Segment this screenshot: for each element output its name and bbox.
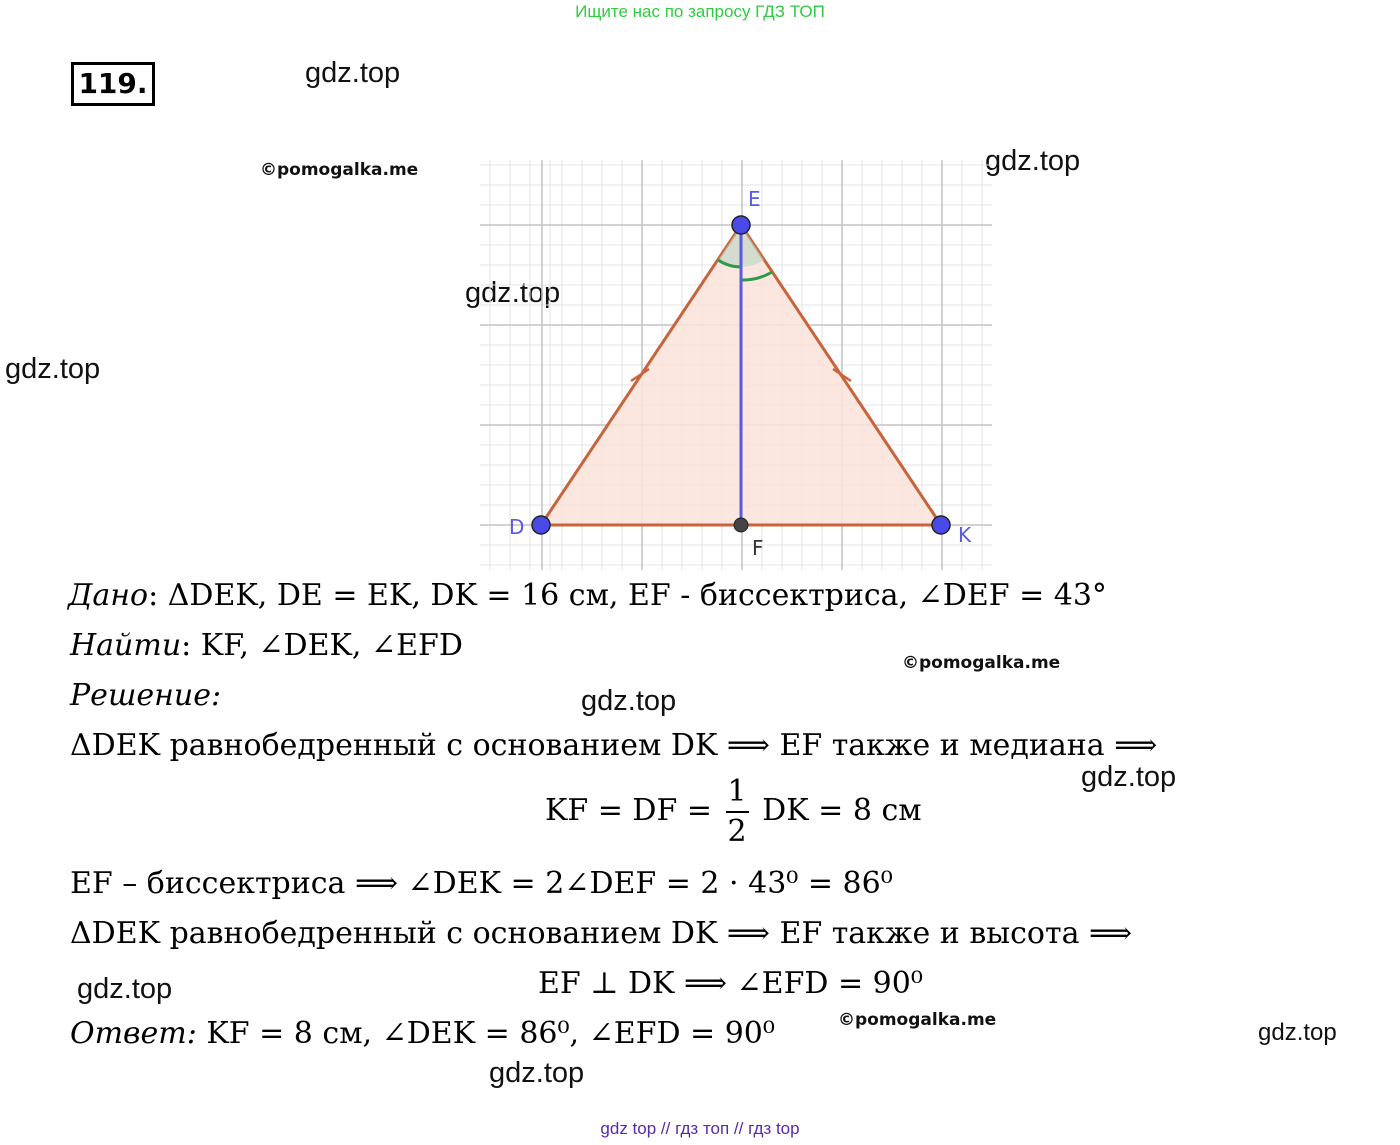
label-D: D — [509, 515, 525, 539]
watermark-pomogalka: ©pomogalka.me — [260, 160, 419, 180]
solution-line-1: ΔDEK равнобедренный с основанием DK ⟹ EF также и медиана ⟹ — [70, 728, 1158, 763]
solution-label: Решение: — [70, 678, 222, 713]
point-E — [732, 216, 750, 234]
given-text: : ΔDEK, DE = EK, DK = 16 см, EF - биссектриса, ∠DEF = 43° — [148, 578, 1107, 613]
fraction-denominator: 2 — [727, 814, 747, 849]
search-hint: Ищите нас по запросу ГДЗ ТОП — [575, 2, 825, 21]
given-label: Дано — [68, 578, 149, 613]
point-F — [734, 518, 748, 532]
line2-right: DK = 8 см — [762, 793, 922, 828]
watermark-gdz: gdz.top — [1081, 761, 1177, 793]
watermark-gdz: gdz.top — [305, 57, 401, 89]
answer-label: Ответ: — [70, 1016, 197, 1051]
problem-number: 119. — [71, 62, 155, 106]
watermark-gdz: gdz.top — [77, 973, 173, 1005]
answer-text: KF = 8 см, ∠DEK = 86⁰, ∠EFD = 90⁰ — [196, 1016, 775, 1051]
solution-line-3: EF – биссектриса ⟹ ∠DEK = 2∠DEF = 2 · 43⁰ = 86⁰ — [70, 866, 893, 901]
watermark-pomogalka: ©pomogalka.me — [838, 1010, 997, 1030]
watermark-gdz: gdz.top — [465, 277, 561, 309]
fraction-numerator: 1 — [726, 777, 749, 813]
label-E: E — [748, 187, 761, 211]
watermark-gdz: gdz.top — [1258, 1019, 1337, 1046]
watermark-gdz: gdz.top — [985, 145, 1081, 177]
footer-links[interactable]: gdz top // гдз топ // гдз top — [600, 1119, 800, 1138]
find-text: : KF, ∠DEK, ∠EFD — [181, 628, 463, 663]
solution-line-2 — [545, 774, 922, 849]
watermark-pomogalka: ©pomogalka.me — [902, 653, 1061, 673]
given-line — [68, 578, 1107, 613]
point-D — [532, 516, 550, 534]
fraction-one-half — [726, 774, 749, 849]
point-K — [932, 516, 950, 534]
find-line — [70, 628, 463, 663]
line2-left: KF = DF = — [545, 793, 712, 828]
answer-line — [70, 1016, 775, 1051]
watermark-gdz: gdz.top — [489, 1057, 585, 1089]
solution-line-4: ΔDEK равнобедренный с основанием DK ⟹ EF также и высота ⟹ — [70, 916, 1132, 951]
solution-line-5: EF ⊥ DK ⟹ ∠EFD = 90⁰ — [538, 966, 923, 1001]
watermark-gdz: gdz.top — [5, 353, 101, 385]
find-label: Найти — [70, 628, 182, 663]
label-F: F — [752, 536, 764, 560]
watermark-gdz: gdz.top — [581, 685, 677, 717]
triangle-figure — [480, 160, 992, 570]
label-K: K — [958, 523, 972, 547]
